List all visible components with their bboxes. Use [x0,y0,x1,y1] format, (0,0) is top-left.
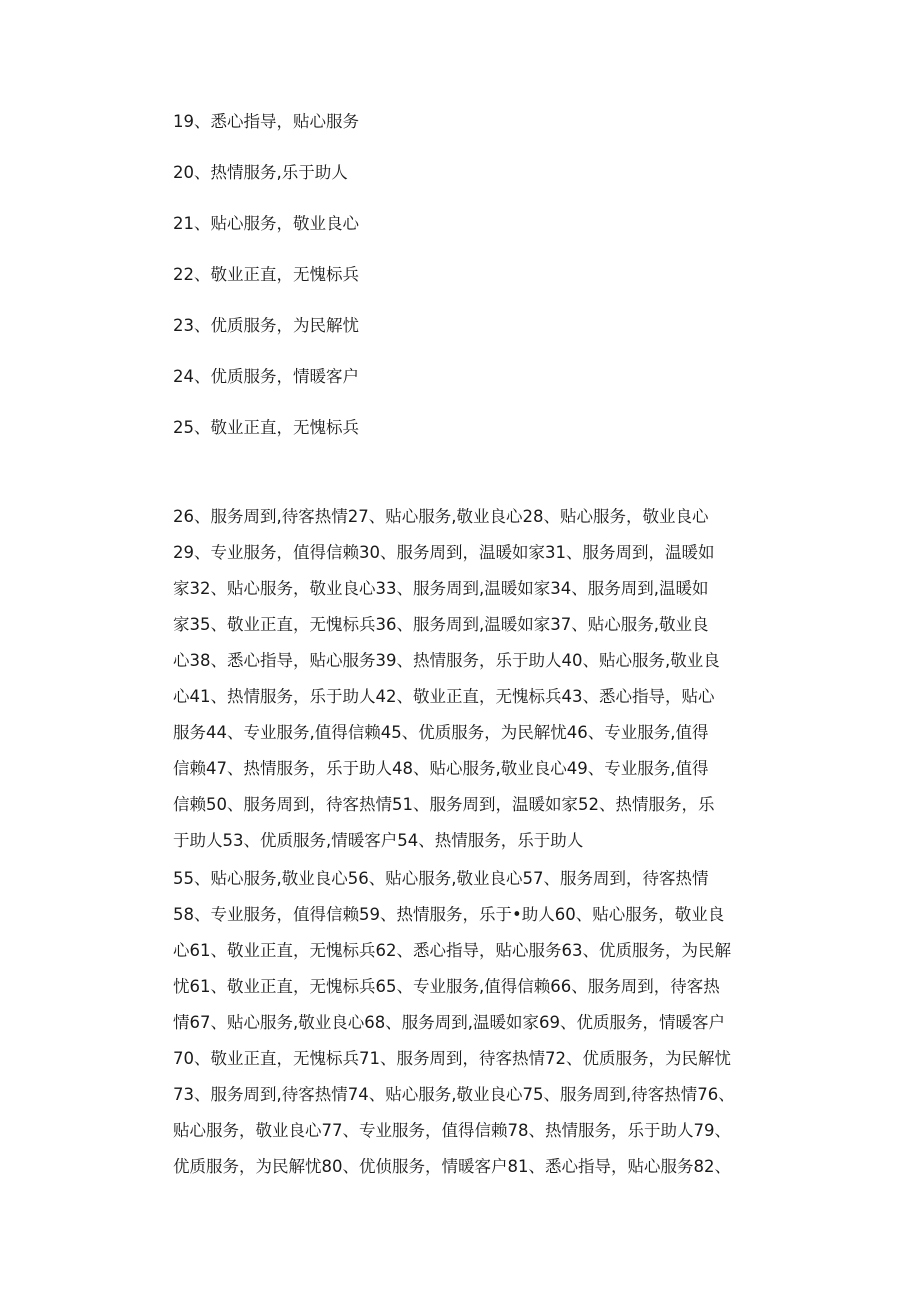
slogan-list [173,108,773,465]
list-item: 23、优质服务，为民解忧 [173,316,359,335]
paragraph-line: 家32、贴心服务，敬业良心33、服务周到,温暖如家34、服务周到,温暖如 [173,579,709,598]
list-item: 19、悉心指导，贴心服务 [173,112,359,131]
paragraph-line: 58、专业服务，值得信赖59、热情服务，乐于•助人60、贴心服务，敬业良 [173,905,725,924]
list-item: 21、贴心服务，敬业良心 [173,214,359,233]
paragraph-line: 心41、热情服务，乐于助人42、敬业正直，无愧标兵43、悉心指导，贴心 [173,687,715,706]
paragraph-line: 优质服务，为民解忧80、优侦服务，情暖客户81、悉心指导，贴心服务82、 [173,1157,731,1176]
list-item: 20、热情服务,乐于助人 [173,163,348,182]
paragraph-line: 家35、敬业正直，无愧标兵36、服务周到,温暖如家37、贴心服务,敬业良 [173,615,709,634]
paragraph-line: 服务44、专业服务,值得信赖45、优质服务，为民解忧46、专业服务,值得 [173,723,709,742]
paragraph-line: 信赖47、热情服务，乐于助人48、贴心服务,敬业良心49、专业服务,值得 [173,759,709,778]
paragraph-line: 心61、敬业正直，无愧标兵62、悉心指导，贴心服务63、优质服务，为民解 [173,941,731,960]
paragraph-line: 70、敬业正直，无愧标兵71、服务周到，待客热情72、优质服务，为民解忧 [173,1049,731,1068]
paragraph-line: 55、贴心服务,敬业良心56、贴心服务,敬业良心57、服务周到，待客热情 [173,869,709,888]
paragraph-line: 29、专业服务，值得信赖30、服务周到，温暖如家31、服务周到，温暖如 [173,543,715,562]
slogan-paragraph-2 [173,861,793,1185]
paragraph-line: 73、服务周到,待客热情74、贴心服务,敬业良心75、服务周到,待客热情76、 [173,1085,735,1104]
paragraph-line: 信赖50、服务周到，待客热情51、服务周到，温暖如家52、热情服务，乐 [173,795,715,814]
paragraph-line: 贴心服务，敬业良心77、专业服务，值得信赖78、热情服务，乐于助人79、 [173,1121,731,1140]
slogan-paragraph-1 [173,499,793,859]
list-item: 22、敬业正直，无愧标兵 [173,265,359,284]
paragraph-line: 情67、贴心服务,敬业良心68、服务周到,温暖如家69、优质服务，情暖客户 [173,1013,725,1032]
paragraph-line: 忧61、敬业正直，无愧标兵65、专业服务,值得信赖66、服务周到，待客热 [173,977,720,996]
list-item: 24、优质服务，情暖客户 [173,367,359,386]
paragraph-line: 心38、悉心指导，贴心服务39、热情服务，乐于助人40、贴心服务,敬业良 [173,651,720,670]
paragraph-line: 26、服务周到,待客热情27、贴心服务,敬业良心28、贴心服务，敬业良心 [173,507,709,526]
list-item: 25、敬业正直，无愧标兵 [173,418,359,437]
paragraph-line: 于助人53、优质服务,情暖客户54、热情服务，乐于助人 [173,831,584,850]
